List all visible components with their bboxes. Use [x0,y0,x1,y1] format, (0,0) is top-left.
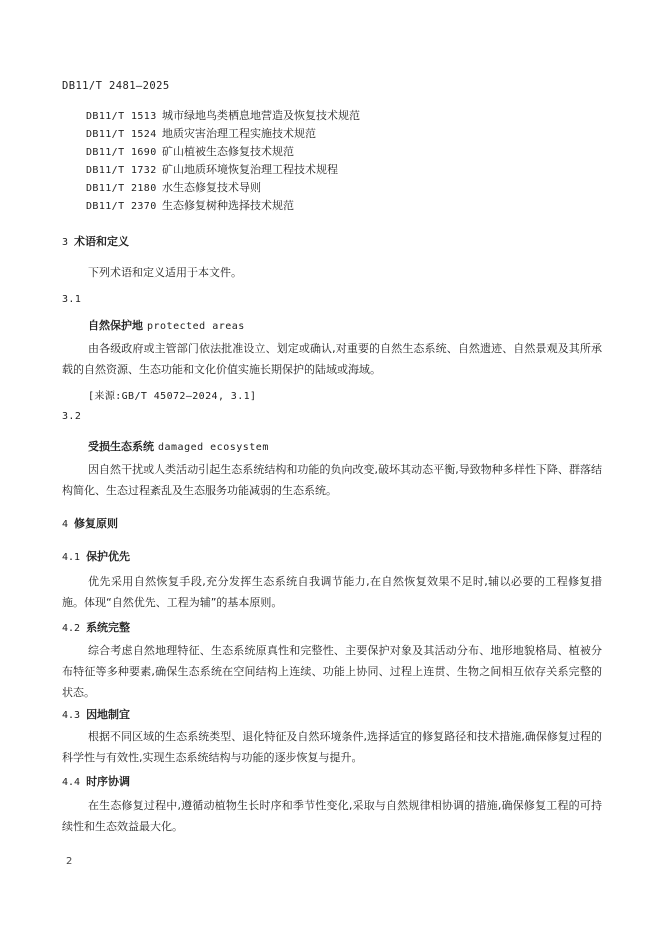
subsection-heading [62,619,130,635]
reference-item [86,161,360,179]
subsection-title: 系统完整 [86,621,131,634]
section-number: 4 [62,519,69,530]
reference-code: DB11/T 1524 [86,129,157,140]
reference-item [86,143,360,161]
term-definition: 由各级政府或主管部门依法批准设立、划定或确认,对重要的自然生态系统、自然遗迹、自然景观及其所承载的自然资源、生态功能和文化价值实施长期保护的陆域或海域。 [62,342,602,376]
subsection-text: 在生态修复过程中,遵循动植物生长时序和季节性变化,采取与自然规律相协调的措施,确保修复工程的可持续性和生态效益最大化。 [62,799,602,833]
subsection-number: 4.3 [62,710,81,721]
subsection-heading [62,773,130,789]
term-zh: 受损生态系统 [88,440,154,453]
term-number: 3.2 [62,411,82,422]
subsection-text: 综合考虑自然地理特征、生态系统原真性和完整性、主要保护对象及其活动分布、地形地貌格局、植被分布特征等多种要素,确保生态系统在空间结构上连续、功能上协同、过程上连贯、生物之间相互依存关系完整的状态。 [62,644,602,699]
term-number: 3.1 [62,294,82,305]
subsection-heading [62,548,130,564]
section-number: 3 [62,237,69,248]
section-title: 术语和定义 [74,235,130,248]
term-definition: 因自然干扰或人类活动引起生态系统结构和功能的负向改变,破坏其动态平衡,导致物种多样性下降、群落结构简化、生态过程紊乱及生态服务功能减弱的生态系统。 [62,463,602,497]
term-source: [来源:GB/T 45072—2024, 3.1] [88,391,257,402]
term-zh: 自然保护地 [88,319,143,332]
section-intro: 下列术语和定义适用于本文件。 [88,266,242,279]
term-en: protected areas [147,321,245,332]
reference-code: DB11/T 2370 [86,201,157,212]
term-heading [88,317,245,333]
section-heading [62,233,129,249]
normative-references-list [86,107,360,215]
reference-item [86,107,360,125]
subsection-number: 4.2 [62,623,81,634]
reference-code: DB11/T 1513 [86,111,157,122]
subsection-number: 4.4 [62,777,81,788]
subsection-heading [62,706,130,722]
reference-title: 矿山植被生态修复技术规范 [162,145,294,158]
subsection-text: 优先采用自然恢复手段,充分发挥生态系统自我调节能力,在自然恢复效果不足时,辅以必要的工程修复措施。体现“自然优先、工程为辅”的基本原则。 [62,575,602,609]
reference-title: 矿山地质环境恢复治理工程技术规程 [162,163,338,176]
reference-code: DB11/T 1732 [86,165,157,176]
reference-title: 城市绿地鸟类栖息地营造及恢复技术规范 [162,109,360,122]
reference-title: 生态修复树种选择技术规范 [162,199,294,212]
subsection-number: 4.1 [62,552,81,563]
subsection-text: 根据不同区域的生态系统类型、退化特征及自然环境条件,选择适宜的修复路径和技术措施,确保修复过程的科学性与有效性,实现生态系统结构与功能的逐步恢复与提升。 [62,730,602,764]
section-title: 修复原则 [74,517,119,530]
reference-code: DB11/T 1690 [86,147,157,158]
document-code-header: DB11/T 2481—2025 [62,80,170,92]
subsection-title: 因地制宜 [86,708,131,721]
reference-code: DB11/T 2180 [86,183,157,194]
reference-item [86,125,360,143]
subsection-title: 保护优先 [86,550,131,563]
subsection-title: 时序协调 [86,775,131,788]
page-number: 2 [66,856,73,867]
reference-title: 水生态修复技术导则 [162,181,261,194]
term-en: damaged ecosystem [158,442,269,453]
reference-title: 地质灾害治理工程实施技术规范 [162,127,316,140]
reference-item [86,179,360,197]
reference-item [86,197,360,215]
section-heading [62,515,118,531]
term-heading [88,438,269,454]
